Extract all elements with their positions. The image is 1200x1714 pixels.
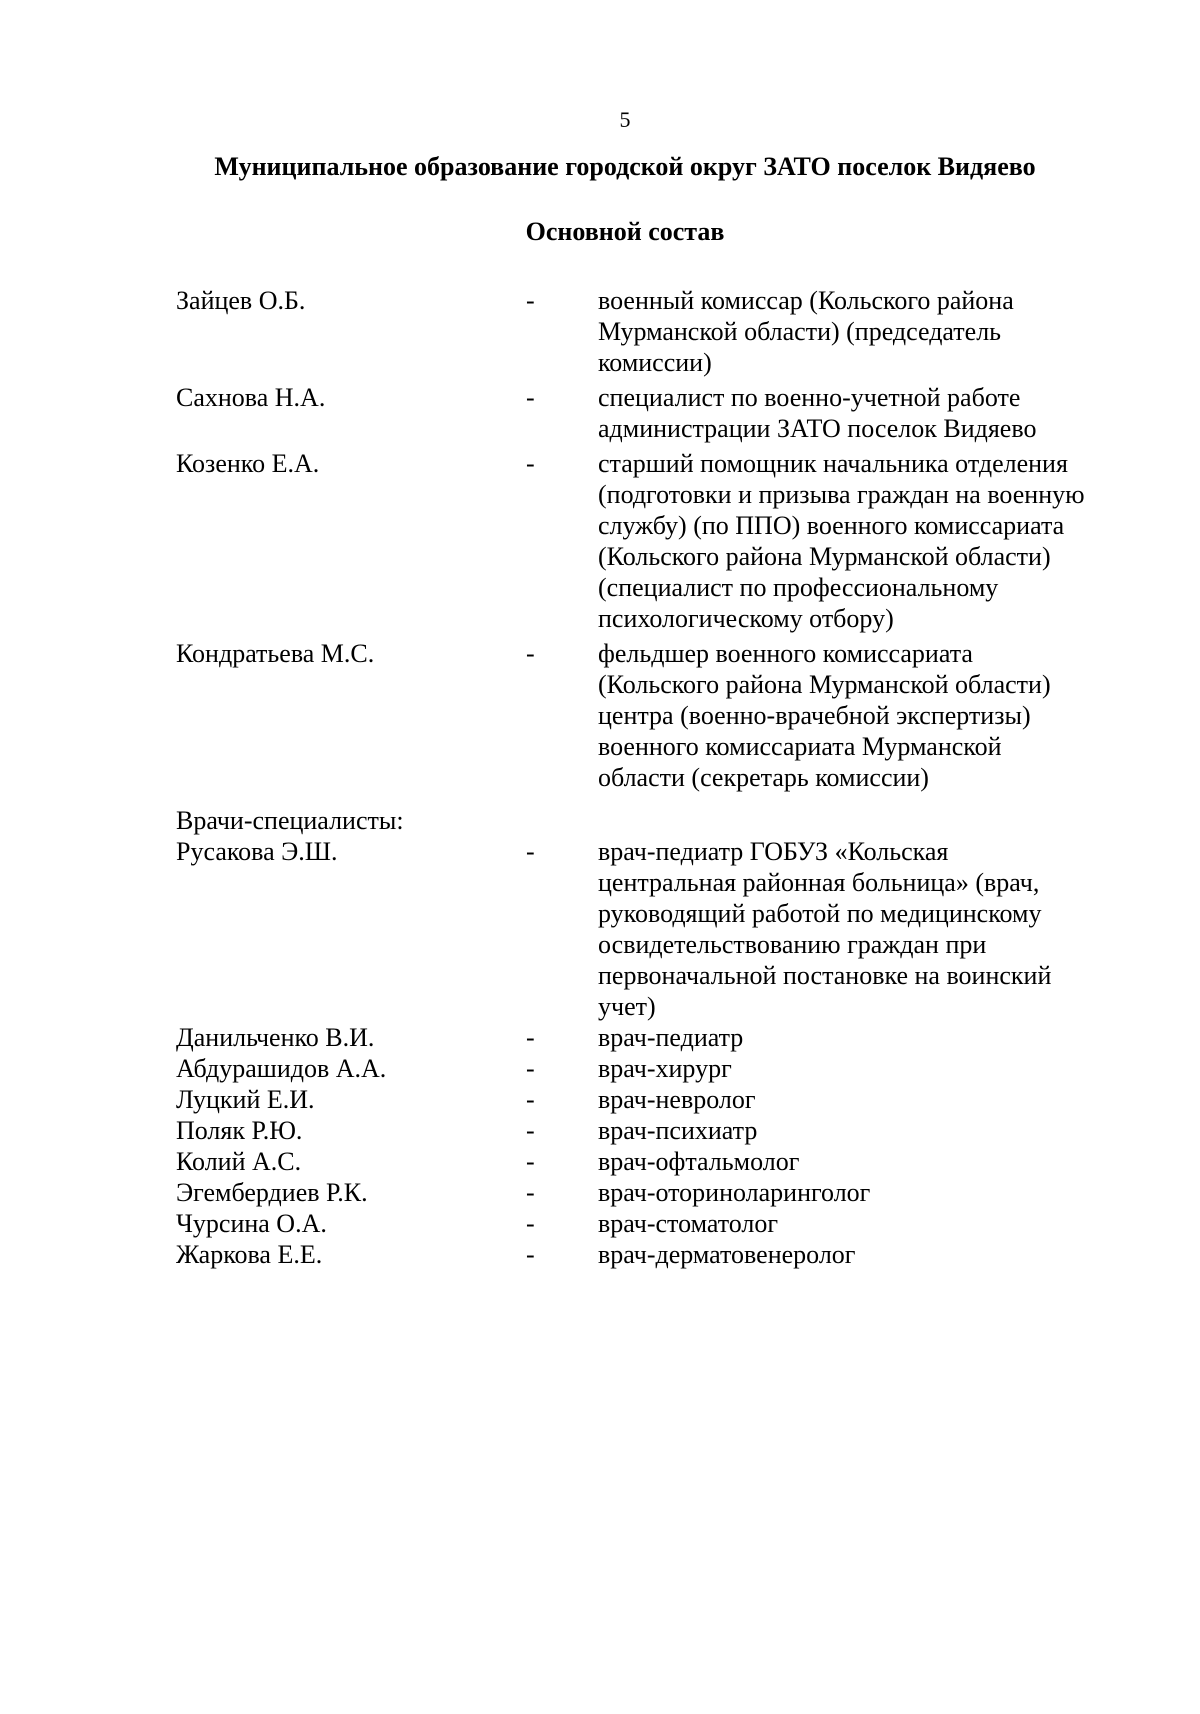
specialist-name: Эгембердиев Р.К. bbox=[176, 1178, 368, 1207]
specialist-row bbox=[176, 1208, 1176, 1239]
specialist-dash: - bbox=[526, 1147, 535, 1176]
specialist-name: Русакова Э.Ш. bbox=[176, 837, 338, 866]
member-dash: - bbox=[526, 639, 535, 668]
specialist-role: врач-дерматовенеролог bbox=[598, 1240, 856, 1269]
member-dash: - bbox=[526, 383, 535, 412]
member-name: Кондратьева М.С. bbox=[176, 639, 375, 668]
member-row bbox=[176, 448, 1176, 634]
member-name: Сахнова Н.А. bbox=[176, 383, 326, 412]
specialist-role: врач-педиатр ГОБУЗ «Кольская центральная районная больница» (врач, руководящий работой по медицинскому освидетельствованию граждан при первоначальной постановке на воинский учет) bbox=[598, 837, 1052, 1021]
member-name: Козенко Е.А. bbox=[176, 449, 320, 478]
specialist-row bbox=[176, 1084, 1176, 1115]
specialist-role: врач-психиатр bbox=[598, 1116, 758, 1145]
specialist-row bbox=[176, 836, 1176, 1022]
member-role: старший помощник начальника отделения (подготовки и призыва граждан на военную службу) (по ППО) военного комиссариата (Кольского района Мурманской области) (специалист по профессиональному психологическому отбору) bbox=[598, 449, 1085, 633]
specialist-name: Чурсина О.А. bbox=[176, 1209, 327, 1238]
specialist-dash: - bbox=[526, 837, 535, 866]
specialist-dash: - bbox=[526, 1209, 535, 1238]
member-role: специалист по военно-учетной работе администрации ЗАТО поселок Видяево bbox=[598, 383, 1037, 443]
member-row bbox=[176, 638, 1176, 793]
specialist-role: врач-педиатр bbox=[598, 1023, 744, 1052]
specialist-name: Жаркова Е.Е. bbox=[176, 1240, 323, 1269]
specialist-name: Луцкий Е.И. bbox=[176, 1085, 315, 1114]
member-name: Зайцев О.Б. bbox=[176, 286, 306, 315]
page-number: 5 bbox=[619, 107, 631, 132]
specialist-name: Абдурашидов А.А. bbox=[176, 1054, 387, 1083]
member-dash: - bbox=[526, 286, 535, 315]
specialist-name: Данильченко В.И. bbox=[176, 1023, 375, 1052]
member-dash: - bbox=[526, 449, 535, 478]
specialist-row bbox=[176, 1022, 1176, 1053]
specialist-role: врач-хирург bbox=[598, 1054, 732, 1083]
section-subtitle: Основной состав bbox=[525, 217, 725, 246]
specialist-role: врач-стоматолог bbox=[598, 1209, 779, 1238]
specialist-role: врач-оториноларинголог bbox=[598, 1178, 871, 1207]
member-role: фельдшер военного комиссариата (Кольского района Мурманской области) центра (военно-врачебной экспертизы) военного комиссариата Мурманской области (секретарь комиссии) bbox=[598, 639, 1051, 792]
specialist-dash: - bbox=[526, 1054, 535, 1083]
page-title: Муниципальное образование городской округ ЗАТО поселок Видяево bbox=[214, 152, 1036, 181]
specialist-role: врач-невролог bbox=[598, 1085, 756, 1114]
specialist-row bbox=[176, 1115, 1176, 1146]
specialist-dash: - bbox=[526, 1116, 535, 1145]
specialist-row bbox=[176, 1146, 1176, 1177]
specialist-dash: - bbox=[526, 1023, 535, 1052]
members-list bbox=[176, 285, 1176, 1270]
specialist-row bbox=[176, 1053, 1176, 1084]
specialist-name: Колий А.С. bbox=[176, 1147, 302, 1176]
specialist-dash: - bbox=[526, 1085, 535, 1114]
specialist-row bbox=[176, 1177, 1176, 1208]
specialist-name: Поляк Р.Ю. bbox=[176, 1116, 303, 1145]
specialists-label: Врачи-специалисты: bbox=[176, 806, 404, 835]
specialist-role: врач-офтальмолог bbox=[598, 1147, 800, 1176]
member-role: военный комиссар (Кольского района Мурманской области) (председатель комиссии) bbox=[598, 286, 1014, 377]
member-row bbox=[176, 382, 1176, 444]
specialist-row bbox=[176, 1239, 1176, 1270]
specialist-dash: - bbox=[526, 1178, 535, 1207]
member-row bbox=[176, 285, 1176, 378]
specialist-dash: - bbox=[526, 1240, 535, 1269]
